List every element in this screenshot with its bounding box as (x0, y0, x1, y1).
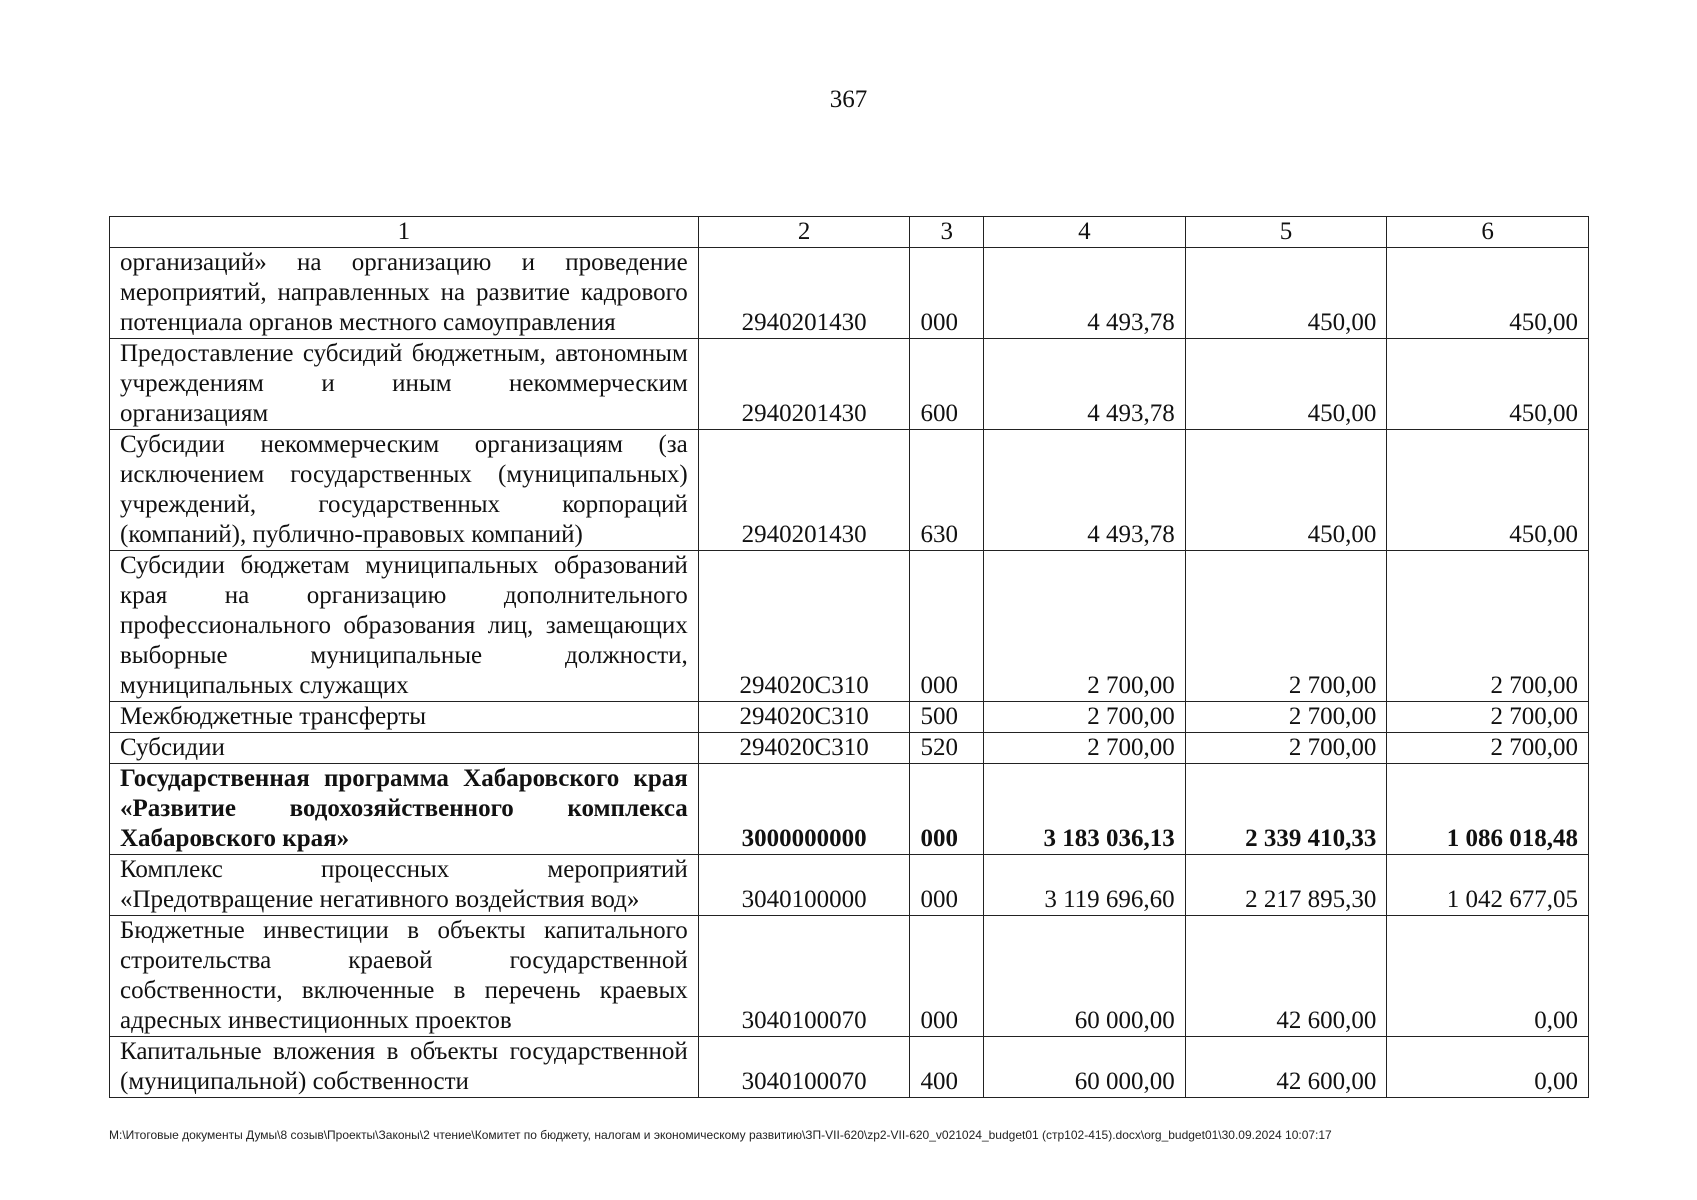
row-value-3: 450,00 (1387, 248, 1589, 339)
row-value-1: 4 493,78 (984, 430, 1186, 551)
table-row (110, 248, 1589, 339)
row-value-2: 2 700,00 (1185, 702, 1387, 733)
row-value-3: 450,00 (1387, 339, 1589, 430)
row-value-3: 450,00 (1387, 430, 1589, 551)
table-row (110, 1037, 1589, 1098)
row-value-1: 60 000,00 (984, 916, 1186, 1037)
row-value-1: 2 700,00 (984, 733, 1186, 764)
row-name: Комплекс процессных мероприятий «Предотвращение негативного воздействия вод» (110, 855, 699, 916)
row-value-1: 2 700,00 (984, 551, 1186, 702)
row-kind: 520 (910, 733, 984, 764)
row-kind: 630 (910, 430, 984, 551)
row-value-3: 2 700,00 (1387, 733, 1589, 764)
row-code: 294020С310 (698, 702, 910, 733)
column-header: 3 (910, 217, 984, 248)
row-value-2: 450,00 (1185, 430, 1387, 551)
row-code: 294020С310 (698, 551, 910, 702)
column-header: 6 (1387, 217, 1589, 248)
row-code: 294020С310 (698, 733, 910, 764)
column-header: 5 (1185, 217, 1387, 248)
row-value-3: 1 042 677,05 (1387, 855, 1589, 916)
table-row-program (110, 764, 1589, 855)
row-value-2: 450,00 (1185, 339, 1387, 430)
row-name: Государственная программа Хабаровского края «Развитие водохозяйственного комплекса Хабаровского края» (110, 764, 699, 855)
row-value-1: 4 493,78 (984, 248, 1186, 339)
row-kind: 500 (910, 702, 984, 733)
row-value-3: 2 700,00 (1387, 551, 1589, 702)
row-value-3: 0,00 (1387, 916, 1589, 1037)
row-code: 2940201430 (698, 248, 910, 339)
row-kind: 600 (910, 339, 984, 430)
row-kind: 000 (910, 855, 984, 916)
row-value-1: 60 000,00 (984, 1037, 1186, 1098)
table-row (110, 430, 1589, 551)
page-number: 367 (829, 86, 868, 113)
table-row (110, 339, 1589, 430)
table-header-row (110, 217, 1589, 248)
budget-table (109, 216, 1589, 1098)
row-value-3: 0,00 (1387, 1037, 1589, 1098)
row-name: Субсидии бюджетам муниципальных образований края на организацию дополнительного профессионального образования лиц, замещающих выборные муниципальные должности, муниципальных служащих (110, 551, 699, 702)
row-value-3: 1 086 018,48 (1387, 764, 1589, 855)
table-row (110, 551, 1589, 702)
column-header: 1 (110, 217, 699, 248)
row-code: 3040100070 (698, 1037, 910, 1098)
row-name: Межбюджетные трансферты (110, 702, 699, 733)
row-value-2: 42 600,00 (1185, 916, 1387, 1037)
row-value-2: 2 700,00 (1185, 551, 1387, 702)
row-value-2: 2 217 895,30 (1185, 855, 1387, 916)
row-name: Субсидии некоммерческим организациям (за исключением государственных (муниципальных) учреждений, государственных корпораций (компаний), публично-правовых компаний) (110, 430, 699, 551)
row-kind: 000 (910, 764, 984, 855)
row-name: Капитальные вложения в объекты государственной (муниципальной) собственности (110, 1037, 699, 1098)
column-header: 2 (698, 217, 910, 248)
row-name: Бюджетные инвестиции в объекты капитального строительства краевой государственной собственности, включенные в перечень краевых адресных инвестиционных проектов (110, 916, 699, 1037)
row-value-1: 4 493,78 (984, 339, 1186, 430)
row-code: 2940201430 (698, 430, 910, 551)
column-header: 4 (984, 217, 1186, 248)
row-code: 2940201430 (698, 339, 910, 430)
row-kind: 000 (910, 551, 984, 702)
footer-file-path: M:\Итоговые документы Думы\8 созыв\Проекты\Законы\2 чтение\Комитет по бюджету, налогам и экономическому развитию\ЗП-VII-620\zp2-VII-620_v021024_budget01 (стр102-415).docx\org_budget01\30.09.2024 10:07:17 (109, 1128, 1332, 1142)
table-row (110, 855, 1589, 916)
row-code: 3000000000 (698, 764, 910, 855)
table-row (110, 702, 1589, 733)
row-value-2: 2 339 410,33 (1185, 764, 1387, 855)
row-name: организаций» на организацию и проведение мероприятий, направленных на развитие кадрового потенциала органов местного самоуправления (110, 248, 699, 339)
table-row (110, 916, 1589, 1037)
row-value-1: 3 183 036,13 (984, 764, 1186, 855)
row-value-2: 450,00 (1185, 248, 1387, 339)
row-value-2: 42 600,00 (1185, 1037, 1387, 1098)
row-value-1: 3 119 696,60 (984, 855, 1186, 916)
row-kind: 400 (910, 1037, 984, 1098)
row-code: 3040100070 (698, 916, 910, 1037)
row-value-2: 2 700,00 (1185, 733, 1387, 764)
row-code: 3040100000 (698, 855, 910, 916)
row-kind: 000 (910, 916, 984, 1037)
row-name: Предоставление субсидий бюджетным, автономным учреждениям и иным некоммерческим организациям (110, 339, 699, 430)
table-row (110, 733, 1589, 764)
row-value-3: 2 700,00 (1387, 702, 1589, 733)
row-name: Субсидии (110, 733, 699, 764)
row-kind: 000 (910, 248, 984, 339)
row-value-1: 2 700,00 (984, 702, 1186, 733)
